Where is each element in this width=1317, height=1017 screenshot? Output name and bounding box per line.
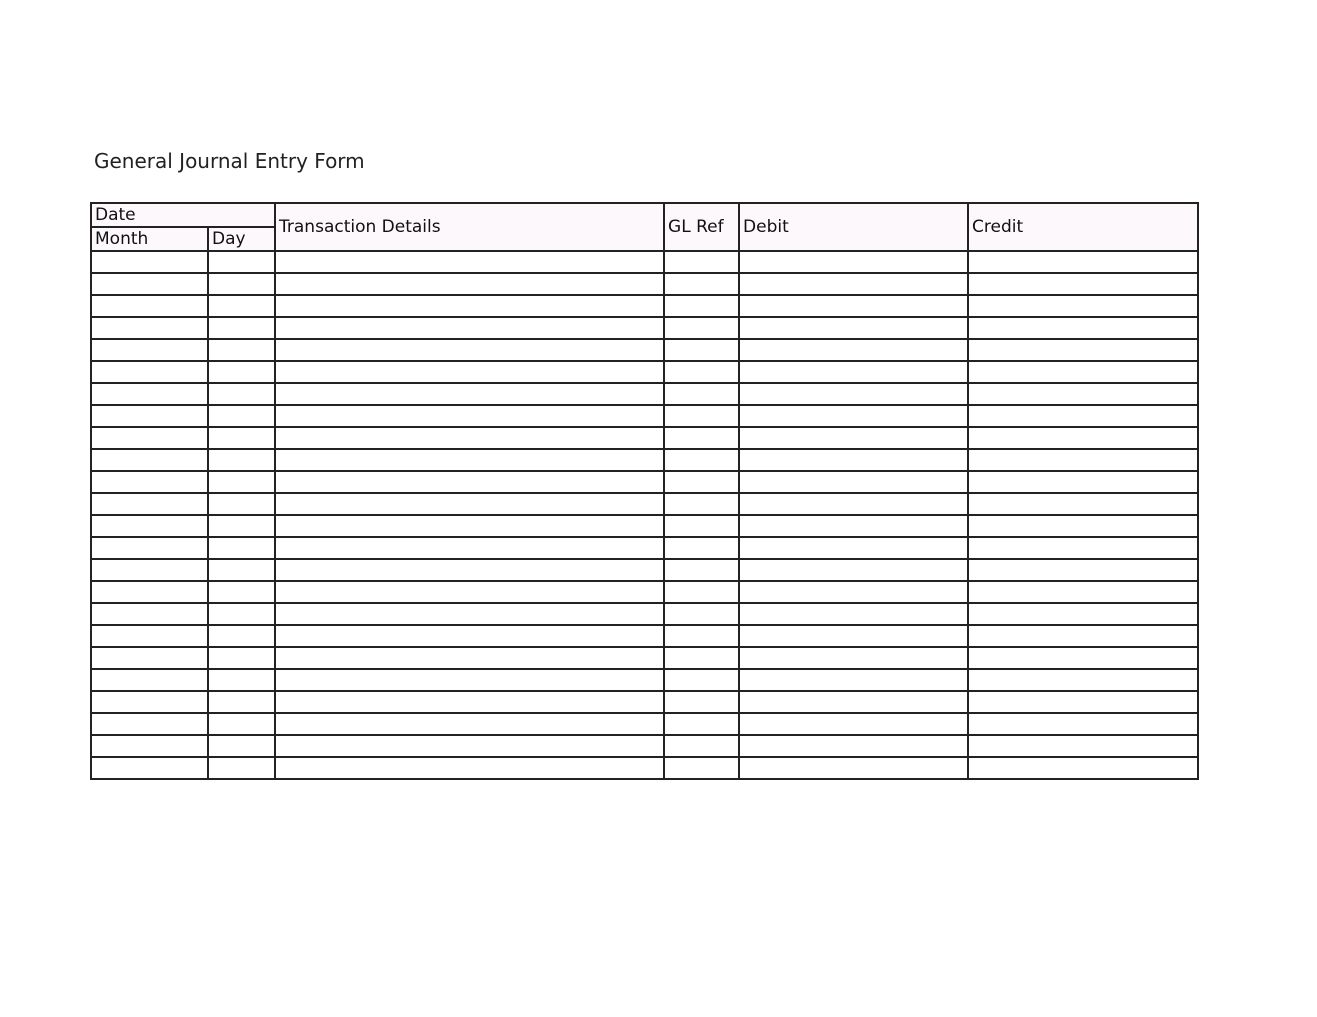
cell-gl-ref[interactable] bbox=[664, 273, 739, 295]
table-row bbox=[91, 339, 1198, 361]
cell-debit[interactable] bbox=[739, 405, 968, 427]
header-gl-ref: GL Ref bbox=[664, 203, 739, 251]
cell-month[interactable] bbox=[91, 515, 208, 537]
table-row bbox=[91, 383, 1198, 405]
cell-debit[interactable] bbox=[739, 273, 968, 295]
cell-debit[interactable] bbox=[739, 317, 968, 339]
cell-gl-ref[interactable] bbox=[664, 669, 739, 691]
cell-credit[interactable] bbox=[968, 361, 1198, 383]
table-row bbox=[91, 713, 1198, 735]
cell-month[interactable] bbox=[91, 713, 208, 735]
cell-transaction-details[interactable] bbox=[275, 559, 664, 581]
cell-transaction-details[interactable] bbox=[275, 471, 664, 493]
table-row bbox=[91, 581, 1198, 603]
cell-month[interactable] bbox=[91, 361, 208, 383]
cell-credit[interactable] bbox=[968, 603, 1198, 625]
header-date: Date bbox=[91, 203, 275, 227]
cell-credit[interactable] bbox=[968, 317, 1198, 339]
cell-day[interactable] bbox=[208, 581, 275, 603]
cell-month[interactable] bbox=[91, 603, 208, 625]
cell-month[interactable] bbox=[91, 669, 208, 691]
cell-month[interactable] bbox=[91, 581, 208, 603]
cell-month[interactable] bbox=[91, 757, 208, 779]
cell-month[interactable] bbox=[91, 559, 208, 581]
cell-transaction-details[interactable] bbox=[275, 273, 664, 295]
table-row bbox=[91, 295, 1198, 317]
table-row bbox=[91, 493, 1198, 515]
form-title: General Journal Entry Form bbox=[94, 149, 365, 173]
cell-day[interactable] bbox=[208, 383, 275, 405]
cell-debit[interactable] bbox=[739, 603, 968, 625]
cell-transaction-details[interactable] bbox=[275, 735, 664, 757]
table-header bbox=[91, 203, 1198, 251]
cell-gl-ref[interactable] bbox=[664, 537, 739, 559]
cell-month[interactable] bbox=[91, 625, 208, 647]
cell-gl-ref[interactable] bbox=[664, 603, 739, 625]
cell-credit[interactable] bbox=[968, 691, 1198, 713]
cell-month[interactable] bbox=[91, 537, 208, 559]
cell-debit[interactable] bbox=[739, 757, 968, 779]
table-row bbox=[91, 757, 1198, 779]
cell-day[interactable] bbox=[208, 669, 275, 691]
cell-gl-ref[interactable] bbox=[664, 559, 739, 581]
cell-gl-ref[interactable] bbox=[664, 691, 739, 713]
cell-credit[interactable] bbox=[968, 581, 1198, 603]
cell-gl-ref[interactable] bbox=[664, 493, 739, 515]
cell-transaction-details[interactable] bbox=[275, 317, 664, 339]
cell-transaction-details[interactable] bbox=[275, 537, 664, 559]
table-row bbox=[91, 647, 1198, 669]
cell-credit[interactable] bbox=[968, 537, 1198, 559]
cell-transaction-details[interactable] bbox=[275, 625, 664, 647]
cell-month[interactable] bbox=[91, 383, 208, 405]
cell-transaction-details[interactable] bbox=[275, 647, 664, 669]
cell-month[interactable] bbox=[91, 427, 208, 449]
cell-credit[interactable] bbox=[968, 559, 1198, 581]
cell-month[interactable] bbox=[91, 691, 208, 713]
cell-transaction-details[interactable] bbox=[275, 581, 664, 603]
cell-transaction-details[interactable] bbox=[275, 405, 664, 427]
header-month: Month bbox=[91, 227, 208, 251]
journal-entry-table bbox=[90, 202, 1199, 780]
cell-day[interactable] bbox=[208, 493, 275, 515]
cell-credit[interactable] bbox=[968, 295, 1198, 317]
cell-transaction-details[interactable] bbox=[275, 383, 664, 405]
cell-day[interactable] bbox=[208, 449, 275, 471]
cell-debit[interactable] bbox=[739, 625, 968, 647]
cell-gl-ref[interactable] bbox=[664, 383, 739, 405]
table-row bbox=[91, 405, 1198, 427]
table-row bbox=[91, 691, 1198, 713]
cell-day[interactable] bbox=[208, 735, 275, 757]
cell-gl-ref[interactable] bbox=[664, 735, 739, 757]
table-row bbox=[91, 427, 1198, 449]
table-row bbox=[91, 515, 1198, 537]
cell-day[interactable] bbox=[208, 295, 275, 317]
cell-debit[interactable] bbox=[739, 251, 968, 273]
table-row bbox=[91, 625, 1198, 647]
table-row bbox=[91, 471, 1198, 493]
cell-transaction-details[interactable] bbox=[275, 427, 664, 449]
header-debit: Debit bbox=[739, 203, 968, 251]
cell-gl-ref[interactable] bbox=[664, 251, 739, 273]
cell-debit[interactable] bbox=[739, 691, 968, 713]
cell-debit[interactable] bbox=[739, 515, 968, 537]
cell-gl-ref[interactable] bbox=[664, 647, 739, 669]
cell-debit[interactable] bbox=[739, 361, 968, 383]
cell-debit[interactable] bbox=[739, 295, 968, 317]
cell-debit[interactable] bbox=[739, 383, 968, 405]
cell-credit[interactable] bbox=[968, 471, 1198, 493]
cell-debit[interactable] bbox=[739, 449, 968, 471]
cell-day[interactable] bbox=[208, 559, 275, 581]
cell-day[interactable] bbox=[208, 757, 275, 779]
cell-gl-ref[interactable] bbox=[664, 713, 739, 735]
cell-day[interactable] bbox=[208, 317, 275, 339]
cell-transaction-details[interactable] bbox=[275, 339, 664, 361]
cell-day[interactable] bbox=[208, 361, 275, 383]
cell-gl-ref[interactable] bbox=[664, 581, 739, 603]
cell-transaction-details[interactable] bbox=[275, 251, 664, 273]
cell-debit[interactable] bbox=[739, 647, 968, 669]
cell-debit[interactable] bbox=[739, 669, 968, 691]
cell-transaction-details[interactable] bbox=[275, 713, 664, 735]
cell-transaction-details[interactable] bbox=[275, 449, 664, 471]
table-row bbox=[91, 559, 1198, 581]
cell-credit[interactable] bbox=[968, 427, 1198, 449]
cell-credit[interactable] bbox=[968, 339, 1198, 361]
cell-transaction-details[interactable] bbox=[275, 603, 664, 625]
cell-day[interactable] bbox=[208, 273, 275, 295]
cell-gl-ref[interactable] bbox=[664, 427, 739, 449]
cell-debit[interactable] bbox=[739, 537, 968, 559]
table-row bbox=[91, 537, 1198, 559]
cell-credit[interactable] bbox=[968, 273, 1198, 295]
cell-transaction-details[interactable] bbox=[275, 295, 664, 317]
cell-month[interactable] bbox=[91, 339, 208, 361]
cell-transaction-details[interactable] bbox=[275, 361, 664, 383]
cell-gl-ref[interactable] bbox=[664, 625, 739, 647]
cell-month[interactable] bbox=[91, 273, 208, 295]
cell-credit[interactable] bbox=[968, 669, 1198, 691]
cell-gl-ref[interactable] bbox=[664, 449, 739, 471]
table-row bbox=[91, 317, 1198, 339]
cell-month[interactable] bbox=[91, 471, 208, 493]
cell-day[interactable] bbox=[208, 339, 275, 361]
header-credit: Credit bbox=[968, 203, 1198, 251]
cell-credit[interactable] bbox=[968, 515, 1198, 537]
cell-debit[interactable] bbox=[739, 493, 968, 515]
table-row bbox=[91, 735, 1198, 757]
cell-gl-ref[interactable] bbox=[664, 317, 739, 339]
cell-credit[interactable] bbox=[968, 251, 1198, 273]
cell-credit[interactable] bbox=[968, 383, 1198, 405]
cell-gl-ref[interactable] bbox=[664, 471, 739, 493]
header-transaction-details: Transaction Details bbox=[275, 203, 664, 251]
cell-debit[interactable] bbox=[739, 339, 968, 361]
cell-month[interactable] bbox=[91, 295, 208, 317]
cell-day[interactable] bbox=[208, 427, 275, 449]
cell-day[interactable] bbox=[208, 251, 275, 273]
cell-credit[interactable] bbox=[968, 625, 1198, 647]
cell-credit[interactable] bbox=[968, 449, 1198, 471]
cell-day[interactable] bbox=[208, 625, 275, 647]
cell-gl-ref[interactable] bbox=[664, 295, 739, 317]
cell-month[interactable] bbox=[91, 449, 208, 471]
cell-month[interactable] bbox=[91, 493, 208, 515]
cell-month[interactable] bbox=[91, 735, 208, 757]
cell-transaction-details[interactable] bbox=[275, 757, 664, 779]
cell-gl-ref[interactable] bbox=[664, 405, 739, 427]
cell-transaction-details[interactable] bbox=[275, 493, 664, 515]
cell-credit[interactable] bbox=[968, 713, 1198, 735]
cell-gl-ref[interactable] bbox=[664, 515, 739, 537]
cell-credit[interactable] bbox=[968, 647, 1198, 669]
cell-debit[interactable] bbox=[739, 427, 968, 449]
cell-gl-ref[interactable] bbox=[664, 339, 739, 361]
cell-gl-ref[interactable] bbox=[664, 757, 739, 779]
cell-debit[interactable] bbox=[739, 581, 968, 603]
cell-day[interactable] bbox=[208, 603, 275, 625]
cell-day[interactable] bbox=[208, 713, 275, 735]
cell-day[interactable] bbox=[208, 647, 275, 669]
cell-transaction-details[interactable] bbox=[275, 515, 664, 537]
cell-month[interactable] bbox=[91, 251, 208, 273]
table-row bbox=[91, 449, 1198, 471]
cell-day[interactable] bbox=[208, 515, 275, 537]
table-row bbox=[91, 361, 1198, 383]
cell-day[interactable] bbox=[208, 537, 275, 559]
table-row bbox=[91, 251, 1198, 273]
table-body bbox=[91, 251, 1198, 779]
table-row bbox=[91, 273, 1198, 295]
cell-day[interactable] bbox=[208, 691, 275, 713]
table-row bbox=[91, 669, 1198, 691]
header-day: Day bbox=[208, 227, 275, 251]
cell-transaction-details[interactable] bbox=[275, 669, 664, 691]
cell-month[interactable] bbox=[91, 317, 208, 339]
cell-gl-ref[interactable] bbox=[664, 361, 739, 383]
cell-credit[interactable] bbox=[968, 757, 1198, 779]
cell-day[interactable] bbox=[208, 405, 275, 427]
cell-credit[interactable] bbox=[968, 493, 1198, 515]
cell-credit[interactable] bbox=[968, 405, 1198, 427]
cell-day[interactable] bbox=[208, 471, 275, 493]
cell-debit[interactable] bbox=[739, 735, 968, 757]
cell-debit[interactable] bbox=[739, 471, 968, 493]
cell-debit[interactable] bbox=[739, 559, 968, 581]
cell-debit[interactable] bbox=[739, 713, 968, 735]
table-row bbox=[91, 603, 1198, 625]
cell-credit[interactable] bbox=[968, 735, 1198, 757]
cell-month[interactable] bbox=[91, 405, 208, 427]
cell-month[interactable] bbox=[91, 647, 208, 669]
cell-transaction-details[interactable] bbox=[275, 691, 664, 713]
